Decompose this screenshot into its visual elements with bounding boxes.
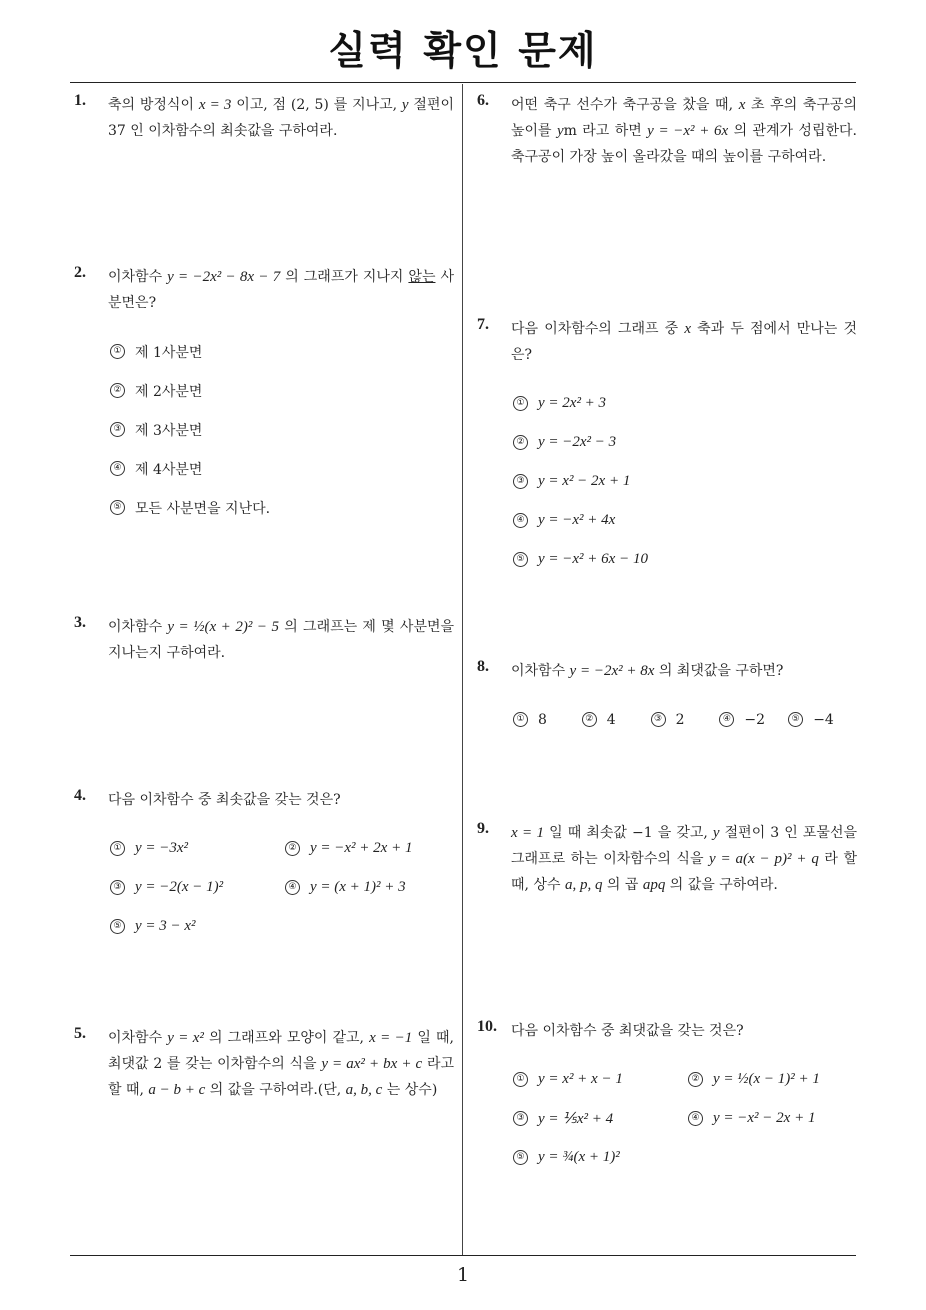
- math: y = ax² + bx + c: [321, 1056, 423, 1072]
- stem-text: 의 그래프는 제 몇 사분면을 지나는지 구하여라.: [108, 619, 455, 661]
- choice-1[interactable]: [513, 700, 582, 739]
- choice-marker: ⑤: [788, 712, 803, 727]
- problem-number: 3.: [74, 614, 86, 631]
- choice-text: y = ⅕x² + 4: [538, 1111, 614, 1127]
- choice-text: y = −2x² − 3: [538, 434, 617, 450]
- choice-4[interactable]: [688, 1099, 863, 1138]
- choice-text: −2: [744, 711, 766, 728]
- problem-10: [477, 1018, 857, 1177]
- choice-text: y = −3x²: [135, 840, 189, 856]
- page-title: 실력 확인 문제: [328, 29, 598, 74]
- choice-text: 8: [538, 711, 547, 728]
- math: a, p, q: [564, 877, 603, 893]
- choice-marker: ①: [110, 344, 125, 359]
- problem-stem: 다음 이차함수 중 최솟값을 갖는 것은?: [108, 792, 341, 808]
- choice-marker: ⑤: [513, 552, 528, 567]
- problem-number: 2.: [74, 264, 86, 281]
- choice-4[interactable]: [513, 501, 857, 540]
- choice-marker: ①: [513, 396, 528, 411]
- choice-marker: ⑤: [513, 1150, 528, 1165]
- choice-text: y = x² + x − 1: [538, 1071, 623, 1087]
- math: a − b + c: [148, 1082, 206, 1098]
- choice-text: y = −2(x − 1)²: [135, 879, 224, 895]
- math: x: [684, 321, 692, 337]
- problem-number: 7.: [477, 316, 489, 333]
- top-rule: [70, 82, 856, 83]
- problem-3: [74, 614, 454, 666]
- choice-marker: ④: [688, 1111, 703, 1126]
- choice-marker: ③: [110, 880, 125, 895]
- problem-9: [477, 820, 857, 898]
- problem-number: 8.: [477, 658, 489, 675]
- stem-text: 초 후의 축구공의 높이를: [511, 97, 857, 139]
- problem-6: [477, 92, 857, 170]
- choice-marker: ④: [110, 461, 125, 476]
- choice-marker: ③: [513, 474, 528, 489]
- choice-text: y = −x² − 2x + 1: [713, 1110, 816, 1126]
- math: y = −x² + 6x: [647, 123, 729, 139]
- choice-2[interactable]: [688, 1060, 863, 1099]
- choice-3[interactable]: [651, 700, 720, 739]
- choice-marker: ⑤: [110, 919, 125, 934]
- choice-marker: ②: [688, 1072, 703, 1087]
- math: y = x²: [167, 1030, 204, 1046]
- choice-marker: ①: [513, 1072, 528, 1087]
- choice-1[interactable]: [513, 1060, 688, 1099]
- stem-text: 의 값을 구하여라.(단,: [205, 1082, 346, 1098]
- math: x: [738, 97, 746, 113]
- math: x = −1: [369, 1030, 413, 1046]
- choice-list: [513, 700, 857, 739]
- problem-7: [477, 316, 857, 579]
- choice-3[interactable]: [110, 868, 285, 907]
- stem-text: 의 값을 구하여라.: [665, 877, 778, 893]
- problem-number: 4.: [74, 787, 86, 804]
- stem-text: 일 때 최솟값 −1 을 갖고,: [544, 825, 713, 841]
- stem-text: 의 그래프가 지나지: [280, 269, 409, 285]
- choice-text: 제 4사분면: [135, 461, 203, 478]
- choice-text: y = x² − 2x + 1: [538, 473, 631, 489]
- choice-4[interactable]: [719, 700, 788, 739]
- math: y: [401, 97, 409, 113]
- choice-3[interactable]: [513, 462, 857, 501]
- stem-text: 의 최댓값을 구하면?: [654, 663, 784, 679]
- stem-text: 다음 이차함수의 그래프 중: [511, 321, 685, 337]
- choice-marker: ②: [582, 712, 597, 727]
- choice-text: y = −x² + 4x: [538, 512, 616, 528]
- math: y: [556, 123, 564, 139]
- choice-3[interactable]: [110, 410, 454, 449]
- choice-2[interactable]: [582, 700, 651, 739]
- stem-text: 어떤 축구 선수가 축구공을 찼을 때,: [511, 97, 739, 113]
- choice-text: 4: [606, 711, 616, 728]
- stem-text: 는 상수): [382, 1082, 438, 1098]
- choice-text: y = (x + 1)² + 3: [310, 879, 406, 895]
- choice-marker: ①: [513, 712, 528, 727]
- choice-marker: ⑤: [110, 500, 125, 515]
- choice-text: y = −x² + 6x − 10: [538, 551, 648, 567]
- problem-8: [477, 658, 857, 739]
- choice-text: 2: [675, 711, 685, 728]
- choice-text: 모든 사분면을 지난다.: [135, 500, 271, 517]
- choice-2[interactable]: [285, 829, 460, 868]
- problem-number: 9.: [477, 820, 489, 837]
- problem-number: 10.: [477, 1018, 497, 1035]
- stem-text: 이차함수: [108, 1030, 168, 1046]
- underlined-text: 않는: [408, 269, 436, 285]
- choice-list: [110, 332, 454, 527]
- choice-list: [513, 384, 857, 579]
- problem-stem: [511, 92, 857, 170]
- problem-number: 5.: [74, 1025, 86, 1042]
- choice-5[interactable]: [513, 1138, 688, 1177]
- problem-stem: [511, 658, 857, 684]
- choice-marker: ④: [719, 712, 734, 727]
- choice-2[interactable]: [513, 423, 857, 462]
- choice-text: y = 2x² + 3: [538, 395, 607, 411]
- stem-text: 라고 할 때,: [108, 1056, 455, 1098]
- math: apq: [642, 877, 666, 893]
- choice-2[interactable]: [110, 371, 454, 410]
- stem-text: 의 관계가 성립한다. 축구공이 가장 높이 올라갔을 때의 높이를 구하여라.: [511, 123, 857, 165]
- choice-5[interactable]: [788, 700, 857, 739]
- choice-text: 제 2사분면: [135, 383, 203, 400]
- choice-text: y = ¾(x + 1)²: [538, 1149, 620, 1165]
- stem-text: 축과 두 점에서 만나는 것은?: [511, 321, 857, 363]
- math: y = −2x² + 8x: [569, 663, 655, 679]
- choice-marker: ①: [110, 841, 125, 856]
- stem-text: 이차함수: [511, 663, 570, 679]
- problem-1: [74, 92, 454, 144]
- choice-marker: ④: [285, 880, 300, 895]
- stem-text: 이차함수: [108, 269, 168, 285]
- choice-5[interactable]: [513, 540, 857, 579]
- math: y = a(x − p)² + q: [709, 851, 819, 867]
- choice-marker: ②: [110, 383, 125, 398]
- choice-marker: ②: [513, 435, 528, 450]
- stem-text: 축의 방정식이: [108, 97, 199, 113]
- stem-text: 이차함수: [108, 619, 168, 635]
- choice-list: [513, 1060, 857, 1177]
- choice-4[interactable]: [110, 449, 454, 488]
- stem-text: 이고, 점 (2, 5) 를 지나고,: [231, 97, 402, 113]
- choice-text: y = −x² + 2x + 1: [310, 840, 413, 856]
- choice-text: y = 3 − x²: [135, 918, 196, 934]
- math: x = 1: [511, 825, 545, 841]
- math: a, b, c: [345, 1082, 383, 1098]
- problem-stem: [108, 92, 454, 144]
- choice-text: y = ½(x − 1)² + 1: [713, 1071, 820, 1087]
- choice-text: 제 1사분면: [135, 344, 203, 361]
- problem-stem: [511, 316, 857, 368]
- choice-1[interactable]: [110, 829, 285, 868]
- choice-text: 제 3사분면: [135, 422, 203, 439]
- problem-stem: [511, 820, 857, 898]
- choice-marker: ④: [513, 513, 528, 528]
- stem-text: 사분면은?: [108, 269, 454, 311]
- math: y = ½(x + 2)² − 5: [167, 619, 280, 635]
- bottom-rule: [70, 1255, 856, 1256]
- choice-marker: ③: [513, 1111, 528, 1126]
- problem-stem: 다음 이차함수 중 최댓값을 갖는 것은?: [511, 1023, 744, 1039]
- stem-text: m 라고 하면: [563, 123, 648, 139]
- page-number: 1: [456, 1264, 470, 1286]
- choice-marker: ③: [651, 712, 666, 727]
- choice-list: [110, 829, 454, 946]
- problem-5: [74, 1025, 454, 1103]
- choice-4[interactable]: [285, 868, 460, 907]
- stem-text: 의 곱: [602, 877, 643, 893]
- problem-stem: [108, 1025, 454, 1103]
- choice-marker: ②: [285, 841, 300, 856]
- problem-2: [74, 264, 454, 527]
- math: x = 3: [198, 97, 232, 113]
- problem-number: 6.: [477, 92, 489, 109]
- stem-text: 라 할 때, 상수: [511, 851, 857, 893]
- problem-stem: [108, 264, 454, 316]
- choice-1[interactable]: [513, 384, 857, 423]
- problem-number: 1.: [74, 92, 86, 109]
- stem-text: 절편이 3 인 포물선을 그래프로 하는 이차함수의 식을: [511, 825, 858, 867]
- choice-1[interactable]: [110, 332, 454, 371]
- choice-text: −4: [813, 711, 834, 728]
- stem-text: 절편이 37 인 이차함수의 최솟값을 구하여라.: [108, 97, 454, 139]
- problem-stem: [108, 614, 454, 666]
- problem-4: [74, 787, 454, 946]
- column-divider: [462, 84, 463, 1255]
- choice-3[interactable]: [513, 1099, 688, 1138]
- choice-marker: ③: [110, 422, 125, 437]
- choice-5[interactable]: [110, 488, 454, 527]
- stem-text: 의 그래프와 모양이 같고,: [203, 1030, 370, 1046]
- math: y: [712, 825, 720, 841]
- stem-text: 일 때, 최댓값 2 를 갖는 이차함수의 식을: [108, 1030, 455, 1072]
- choice-5[interactable]: [110, 907, 285, 946]
- math: y = −2x² − 8x − 7: [167, 269, 281, 285]
